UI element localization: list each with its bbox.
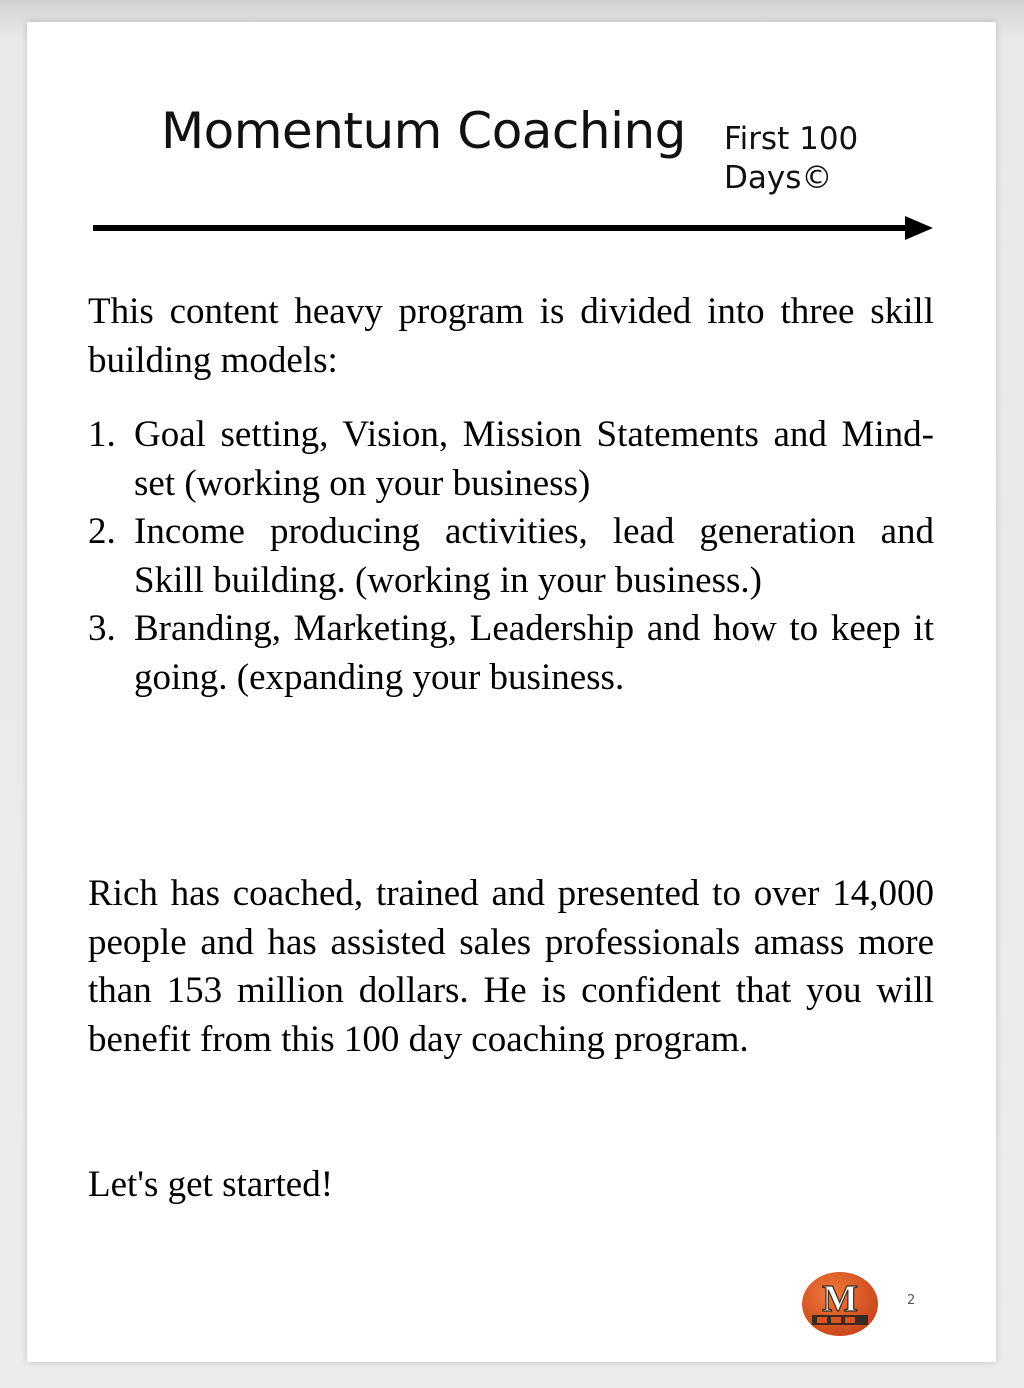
list-item: [88, 411, 934, 508]
list-item-number: 2.: [88, 511, 116, 552]
list-item-text: Branding, Marketing, Leadership and how to keep it going. (expanding your business.: [134, 608, 934, 698]
momentum-logo: [800, 1271, 880, 1337]
document-page: [27, 22, 996, 1362]
list-item: [88, 508, 934, 605]
call-to-action: Let's get started!: [88, 1164, 334, 1205]
closing-paragraph: Rich has coached, trained and presented to over 14,000 people and has assisted sales professionals amass more than 153 million dollars. He is confident that you will benefit from this 100 day coaching program.: [88, 873, 934, 1060]
models-list: [88, 411, 934, 702]
intro-paragraph: This content heavy program is divided into three skill building models:: [88, 291, 934, 381]
page-number: 2: [907, 1293, 916, 1308]
list-item-number: 1.: [88, 414, 116, 455]
list-item-text: Income producing activities, lead generation and Skill building. (working in your business.): [134, 511, 934, 601]
page-subtitle: First 100 Days©: [724, 121, 859, 196]
list-item-text: Goal setting, Vision, Mission Statements and Mind-set (working on your business): [134, 414, 934, 504]
list-item: [88, 605, 934, 702]
page-title: Momentum Coaching: [161, 102, 686, 160]
arrow-divider-icon: [93, 216, 933, 240]
logo-letter: M: [822, 1278, 858, 1320]
list-item-number: 3.: [88, 608, 116, 649]
